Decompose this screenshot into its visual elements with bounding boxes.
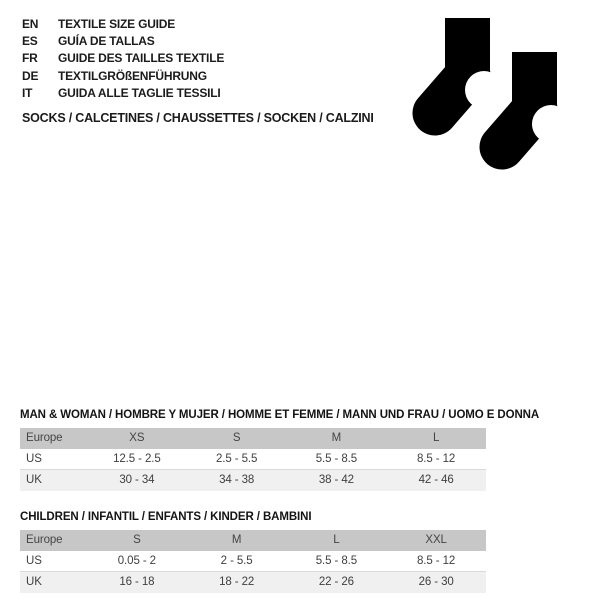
language-code: EN: [22, 16, 39, 31]
language-code: FR: [22, 51, 38, 66]
language-list: [22, 15, 224, 102]
size-cell: 5.5 - 8.5: [315, 555, 358, 567]
table-header-row: [20, 428, 486, 449]
table-header-row: [20, 530, 486, 551]
table-row-uk: [20, 470, 486, 491]
column-header: Europe: [26, 534, 63, 546]
socks-icon: [400, 5, 600, 185]
size-cell: 42 - 46: [418, 474, 454, 486]
size-cell: 0.05 - 2: [117, 555, 156, 567]
row-label: UK: [26, 474, 42, 486]
language-row: [22, 67, 224, 84]
column-header: XS: [129, 432, 145, 444]
column-header: L: [432, 432, 440, 444]
table-title-man-woman: MAN & WOMAN / HOMBRE Y MUJER / HOMME ET FEMME / MANN UND FRAU / UOMO E DONNA: [20, 409, 540, 421]
language-code: IT: [22, 86, 33, 101]
row-label: UK: [26, 576, 42, 588]
size-cell: 16 - 18: [119, 576, 155, 588]
language-code: DE: [22, 68, 39, 83]
size-table-man-woman: [20, 428, 486, 491]
column-header: L: [333, 534, 340, 546]
sock-back: [435, 18, 503, 113]
size-cell: 30 - 34: [119, 474, 155, 486]
column-header: M: [331, 432, 342, 444]
size-cell: 34 - 38: [219, 474, 255, 486]
sock-front: [502, 52, 570, 147]
language-label: GUIDA ALLE TAGLIE TESSILI: [58, 86, 221, 101]
language-row: [22, 15, 224, 32]
row-label: US: [26, 453, 42, 465]
size-cell: 8.5 - 12: [417, 555, 456, 567]
size-table-children: [20, 530, 486, 593]
column-header: M: [231, 534, 242, 546]
language-label: GUÍA DE TALLAS: [58, 34, 155, 49]
language-row: [22, 32, 224, 49]
table-title-children: CHILDREN / INFANTIL / ENFANTS / KINDER / BAMBINI: [20, 511, 312, 523]
language-code: ES: [22, 34, 38, 49]
row-label: US: [26, 555, 42, 567]
column-header: XXL: [425, 534, 447, 546]
size-cell: 12.5 - 2.5: [113, 453, 161, 465]
size-cell: 5.5 - 8.5: [315, 453, 358, 465]
language-label: TEXTILE SIZE GUIDE: [58, 16, 176, 31]
size-cell: 38 - 42: [318, 474, 354, 486]
size-cell: 8.5 - 12: [417, 453, 456, 465]
table-row-uk: [20, 572, 486, 593]
table-row-us: [20, 449, 486, 470]
table-row-us: [20, 551, 486, 572]
language-label: TEXTILGRÖßENFÜHRUNG: [58, 68, 207, 83]
language-label: GUIDE DES TAILLES TEXTILE: [58, 51, 225, 66]
size-cell: 26 - 30: [418, 576, 454, 588]
size-cell: 18 - 22: [219, 576, 255, 588]
size-cell: 2.5 - 5.5: [215, 453, 258, 465]
size-cell: 22 - 26: [318, 576, 354, 588]
column-header: S: [133, 534, 141, 546]
column-header: S: [232, 432, 241, 444]
size-cell: 2 - 5.5: [220, 555, 253, 567]
column-header: Europe: [26, 432, 63, 444]
language-row: [22, 85, 224, 102]
language-row: [22, 50, 224, 67]
category-line: SOCKS / CALCETINES / CHAUSSETTES / SOCKEN / CALZINI: [22, 111, 374, 125]
